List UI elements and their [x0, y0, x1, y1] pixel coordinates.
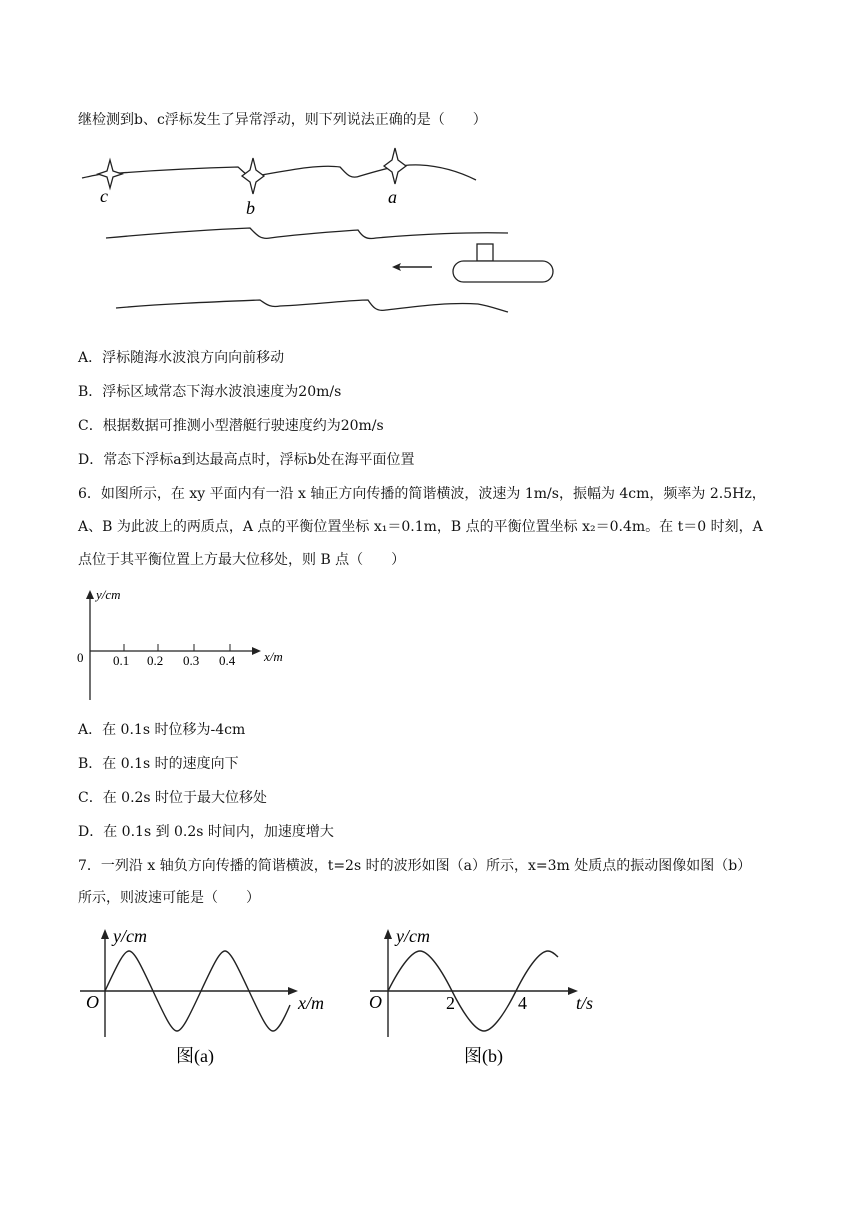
q6-y-arrow-icon: [86, 590, 94, 599]
q6-tick-label: 0.1: [113, 653, 130, 668]
q6-stem-line2: A、B 为此波上的两质点，A 点的平衡位置坐标 x₁＝0.1m，B 点的平衡位置坐标 x₂＝0.4m。在 t＝0 时刻，A: [78, 519, 763, 535]
q6-stem-line1: 6．如图所示，在 xy 平面内有一沿 x 轴正方向传播的简谐横波，波速为 1m/s，振幅为 4cm，频率为 2.5Hz，: [78, 486, 766, 502]
buoy-a-label: a: [388, 187, 397, 207]
fig-b-tick-2: 2: [446, 993, 455, 1013]
q5-buoy-submarine-figure: [0, 140, 600, 320]
q7-stem-line2: 所示，则波速可能是（ ）: [78, 890, 260, 906]
q6-tick-label: 0.3: [183, 653, 200, 668]
q6-axes-figure: [0, 585, 320, 705]
q6-x-label: x/m: [264, 649, 283, 664]
fig-b-origin: O: [369, 992, 382, 1012]
fig-b-x-label: t/s: [576, 993, 594, 1013]
q6-option-b: B．在 0.1s 时的速度向下: [78, 756, 239, 772]
buoy-a-icon: [384, 148, 406, 184]
fig-a-origin: O: [86, 992, 99, 1012]
q7-figure-a: [0, 925, 340, 1070]
buoy-c-icon: [98, 160, 122, 188]
q6-option-c: C．在 0.2s 时位于最大位移处: [78, 790, 268, 806]
q5-option-b: B．浮标区域常态下海水波浪速度为20m/s: [78, 384, 342, 400]
q7-figure-b: [340, 925, 620, 1070]
q5-option-c: C．根据数据可推测小型潜艇行驶速度约为20m/s: [78, 418, 384, 434]
fig-b-y-arrow-icon: [384, 929, 392, 939]
q5-stem: 继检测到b、c浮标发生了异常浮动，则下列说法正确的是（ ）: [78, 112, 487, 128]
q7-stem-line1: 7．一列沿 x 轴负方向传播的简谐横波，t=2s 时的波形如图（a）所示，x=3m 处质点的振动图像如图（b）: [78, 858, 752, 874]
q6-tick-label: 0.2: [147, 653, 164, 668]
fig-a-x-arrow-icon: [288, 987, 298, 995]
buoy-b-icon: [242, 158, 264, 194]
q6-tick-label: 0.4: [219, 653, 236, 668]
q5-option-d: D．常态下浮标a到达最高点时，浮标b处在海平面位置: [78, 452, 415, 468]
q6-option-a: A．在 0.1s 时位移为-4cm: [78, 722, 246, 738]
buoy-c-label: c: [100, 186, 108, 206]
submarine-tower: [477, 244, 493, 261]
fig-b-tick-4: 4: [518, 993, 527, 1013]
fig-b-y-label: y/cm: [396, 926, 430, 946]
bottom-water-line: [116, 300, 508, 312]
q6-stem-line3: 点位于其平衡位置上方最大位移处，则 B 点（ ）: [78, 552, 406, 568]
q6-x-arrow-icon: [252, 647, 261, 655]
fig-a-y-arrow-icon: [101, 929, 109, 939]
middle-water-line: [106, 228, 508, 239]
sea-surface-line: [82, 165, 476, 180]
buoy-b-label: b: [246, 198, 255, 218]
q6-option-d: D．在 0.1s 到 0.2s 时间内，加速度增大: [78, 824, 334, 840]
fig-a-caption: 图(a): [176, 1046, 214, 1066]
q6-y-label: y/cm: [96, 587, 121, 602]
q5-option-a: A．浮标随海水波浪方向向前移动: [78, 350, 285, 366]
fig-a-y-label: y/cm: [113, 926, 147, 946]
submarine-icon: [453, 261, 553, 282]
fig-a-x-label: x/m: [298, 993, 324, 1013]
fig-b-caption: 图(b): [464, 1046, 503, 1066]
q6-origin-label: 0: [77, 650, 84, 665]
